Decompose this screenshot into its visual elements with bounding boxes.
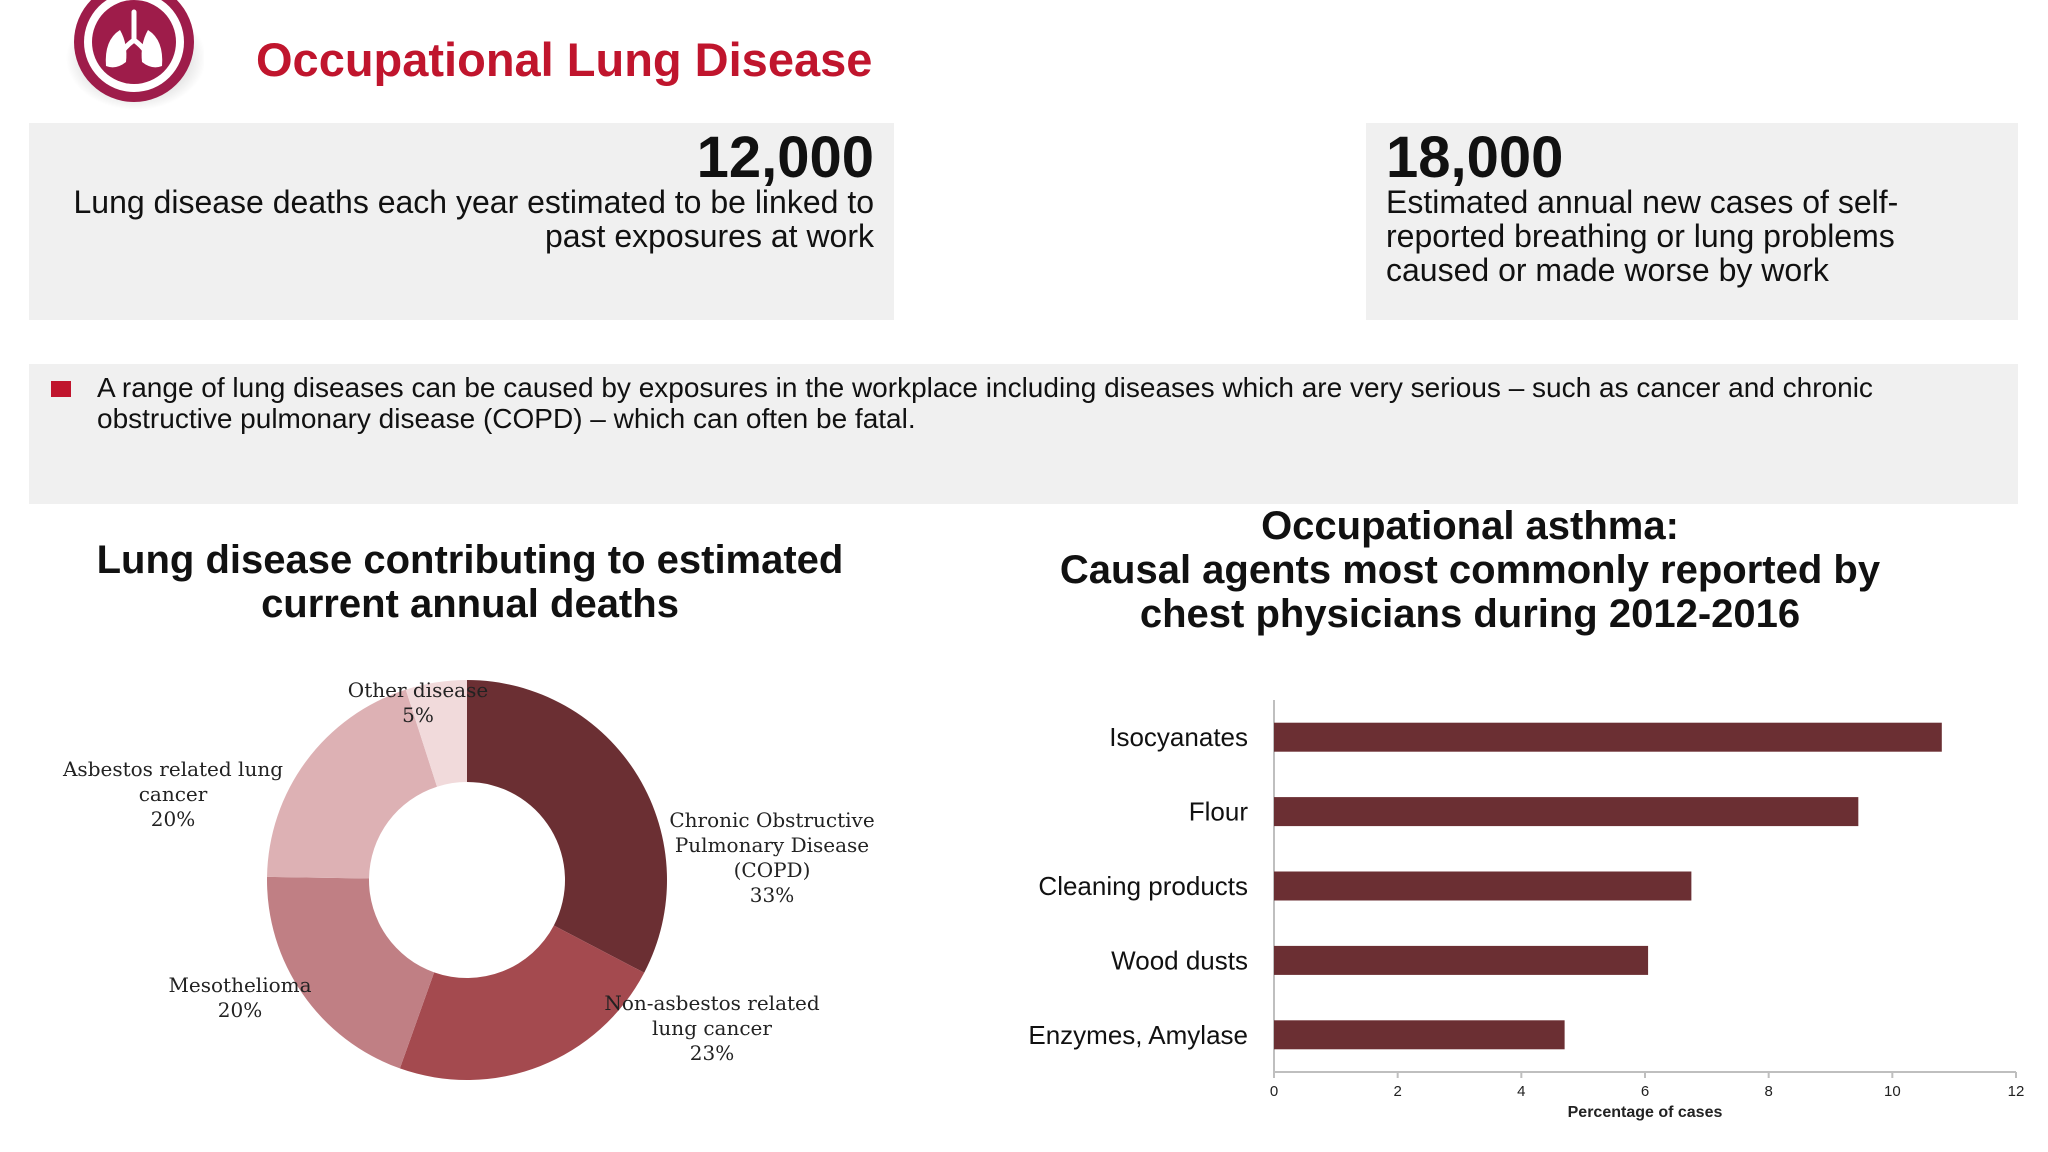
x-axis-label: Percentage of cases	[1567, 1104, 1723, 1121]
bullet-text: A range of lung diseases can be caused by exposures in the workplace including diseases which are very serious – such as cancer and chronic obstructive pulmonary disease (COPD) – which can often be fatal.	[97, 372, 1873, 434]
category-label: Wood dusts	[1111, 945, 1248, 976]
bar	[1274, 872, 1691, 901]
x-tick-label: 4	[1517, 1083, 1526, 1100]
bar-chart-title-line-1: Occupational asthma:	[1261, 504, 1679, 548]
donut-slice-value: 33%	[749, 883, 795, 907]
category-label: Flour	[1188, 796, 1248, 827]
bar-chart-title-line-3: chest physicians during 2012-2016	[1139, 592, 1801, 636]
donut-slice-value: 23%	[689, 1041, 735, 1065]
bar-chart-title-line-2: Causal agents most commonly reported by	[1059, 548, 1881, 592]
category-label: Enzymes, Amylase	[1028, 1019, 1248, 1050]
donut-slice-value: 20%	[217, 998, 263, 1022]
x-tick-label: 8	[1764, 1083, 1773, 1100]
donut-slice-label: Asbestos related lung cancer	[62, 757, 284, 806]
x-tick-label: 10	[1883, 1083, 1901, 1100]
x-tick-label: 12	[2007, 1083, 2025, 1100]
stat-description-new-cases: Estimated annual new cases of self-reported breathing or lung problems caused or made worse by work	[1386, 184, 1899, 288]
stat-number-deaths: 12,000	[696, 125, 874, 190]
donut-slice-value: 20%	[150, 807, 196, 831]
donut-slice-label: Non-asbestos related lung cancer	[604, 991, 820, 1040]
donut-slice-label: Other disease	[347, 678, 489, 702]
bar	[1274, 946, 1648, 975]
stat-number-new-cases: 18,000	[1386, 125, 1564, 190]
donut-slice-label: Chronic Obstructive Pulmonary Disease (COPD)	[669, 808, 875, 882]
bar	[1274, 1020, 1565, 1049]
x-tick-label: 2	[1393, 1083, 1402, 1100]
page-title: Occupational Lung Disease	[256, 33, 873, 86]
bar	[1274, 723, 1942, 752]
category-label: Isocyanates	[1109, 722, 1248, 753]
stat-description-deaths: Lung disease deaths each year estimated to be linked to past exposures at work	[73, 184, 874, 254]
donut-slice-value: 5%	[402, 703, 434, 727]
x-tick-label: 0	[1269, 1083, 1279, 1100]
x-tick-label: 6	[1640, 1083, 1650, 1100]
category-label: Cleaning products	[1038, 871, 1248, 901]
donut-slice-label: Mesothelioma	[168, 973, 312, 997]
donut-chart-title: Lung disease contributing to estimated current annual deaths	[96, 538, 844, 626]
bar	[1274, 797, 1858, 826]
